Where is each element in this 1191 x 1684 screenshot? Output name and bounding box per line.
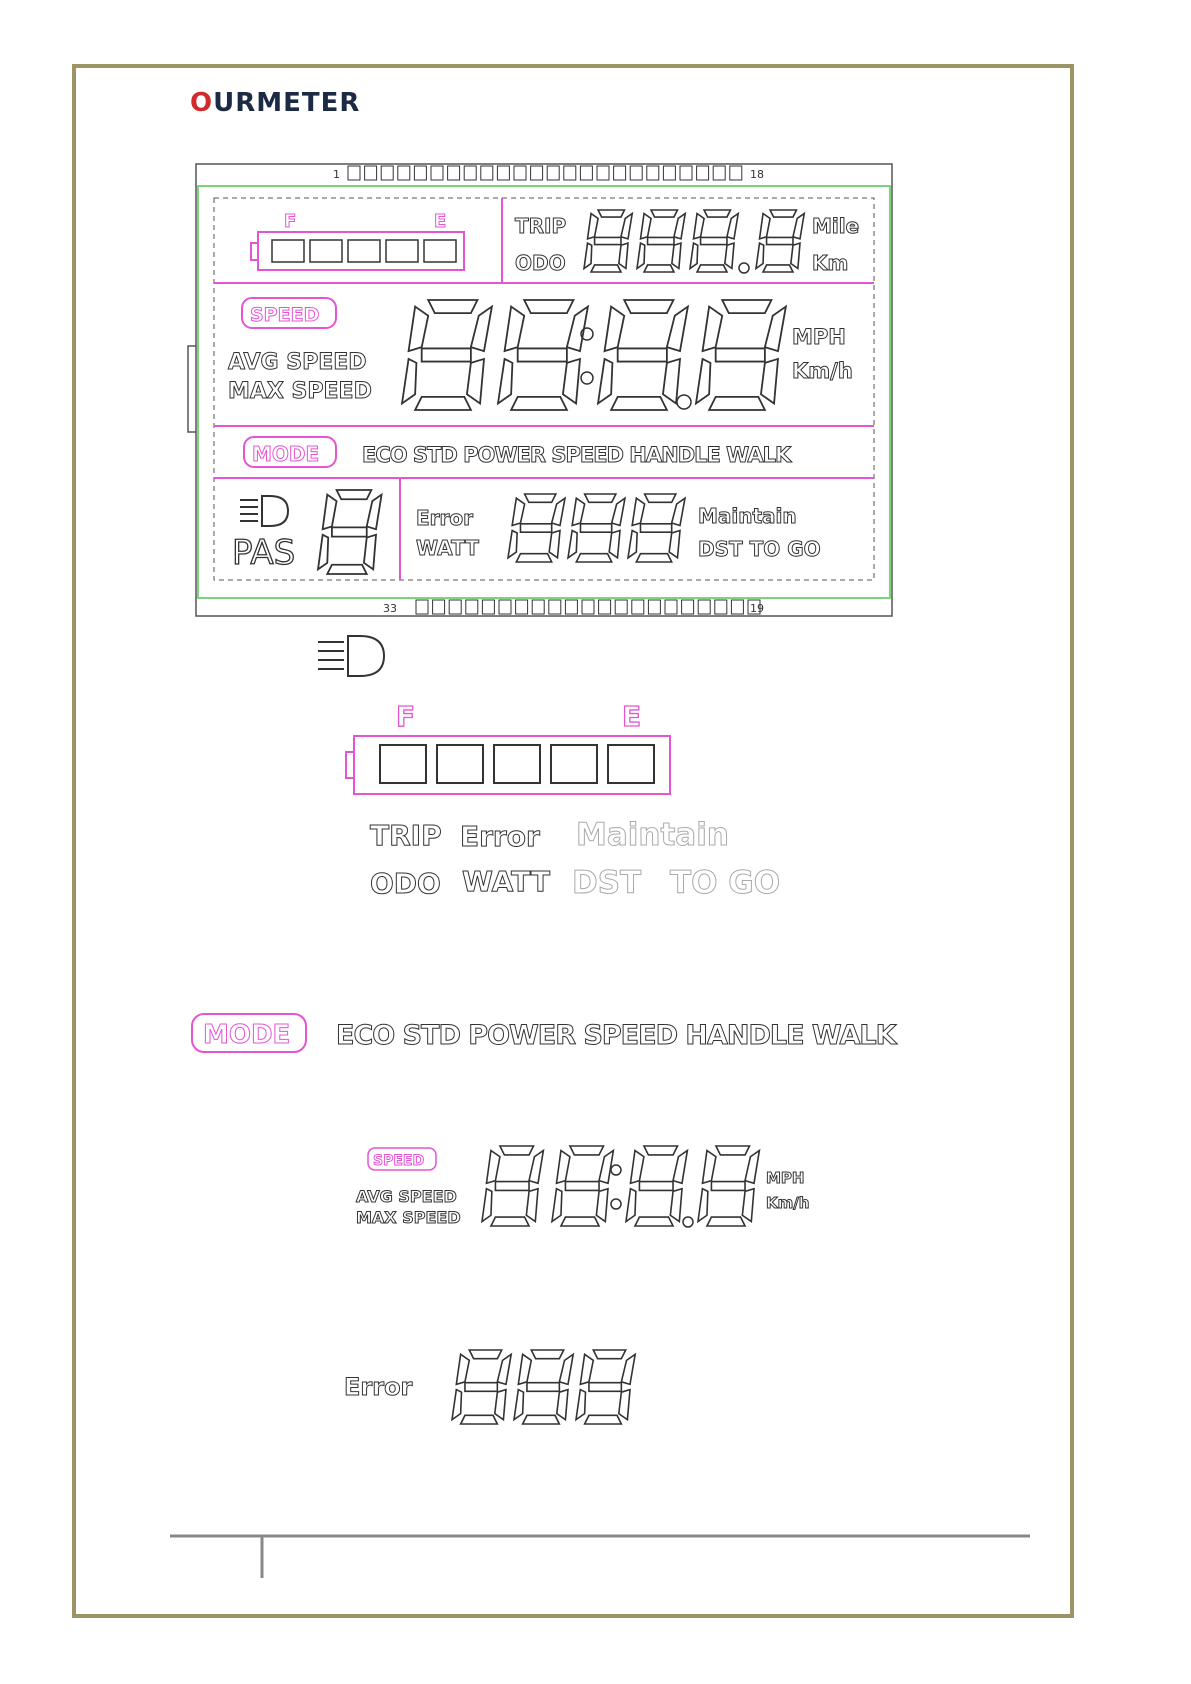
svg-text:Mile: Mile xyxy=(812,214,860,238)
svg-text:E: E xyxy=(434,211,447,232)
svg-text:SPEED: SPEED xyxy=(373,1153,425,1169)
svg-text:Km/h: Km/h xyxy=(792,359,853,383)
svg-text:Error: Error xyxy=(460,820,540,853)
svg-text:33: 33 xyxy=(383,602,397,615)
svg-text:MAX SPEED: MAX SPEED xyxy=(356,1208,461,1227)
svg-text:ECO STD POWER SPEED HANDLE WAL: ECO STD POWER SPEED HANDLE WALK xyxy=(362,443,791,467)
svg-text:Error: Error xyxy=(344,1373,413,1401)
svg-text:AVG SPEED: AVG SPEED xyxy=(228,350,367,375)
svg-text:1: 1 xyxy=(333,168,340,181)
svg-text:ODO: ODO xyxy=(515,251,566,275)
svg-text:MPH: MPH xyxy=(766,1169,805,1187)
svg-text:F: F xyxy=(396,700,416,733)
svg-text:MAX SPEED: MAX SPEED xyxy=(228,379,372,404)
svg-text:MPH: MPH xyxy=(792,325,846,349)
svg-text:WATT: WATT xyxy=(416,536,479,560)
svg-text:MODE: MODE xyxy=(252,442,320,466)
svg-text:PAS: PAS xyxy=(232,533,296,573)
svg-text:TRIP: TRIP xyxy=(515,214,567,238)
svg-text:TO GO: TO GO xyxy=(670,865,781,901)
brand-logo: OURMETER xyxy=(190,88,361,118)
svg-text:SPEED: SPEED xyxy=(250,304,320,326)
svg-text:ECO STD POWER SPEED HANDLE WAL: ECO STD POWER SPEED HANDLE WALK xyxy=(336,1020,896,1051)
svg-text:18: 18 xyxy=(750,168,764,181)
svg-text:WATT: WATT xyxy=(462,865,550,898)
svg-text:DST TO GO: DST TO GO xyxy=(698,537,821,561)
headlight-icon-large xyxy=(318,636,384,676)
svg-text:Error: Error xyxy=(416,506,473,530)
svg-text:TRIP: TRIP xyxy=(370,819,442,852)
svg-text:E: E xyxy=(622,700,642,733)
svg-text:Maintain: Maintain xyxy=(576,817,729,853)
svg-text:MODE: MODE xyxy=(203,1020,291,1050)
headlight-icon xyxy=(240,496,288,526)
svg-text:DST: DST xyxy=(572,865,642,901)
svg-text:Km/h: Km/h xyxy=(766,1194,810,1212)
svg-text:19: 19 xyxy=(750,602,764,615)
svg-text:Maintain: Maintain xyxy=(698,504,797,528)
svg-text:Km: Km xyxy=(812,251,849,275)
svg-text:ODO: ODO xyxy=(370,867,441,900)
svg-text:F: F xyxy=(284,211,297,232)
svg-text:AVG SPEED: AVG SPEED xyxy=(356,1187,457,1206)
